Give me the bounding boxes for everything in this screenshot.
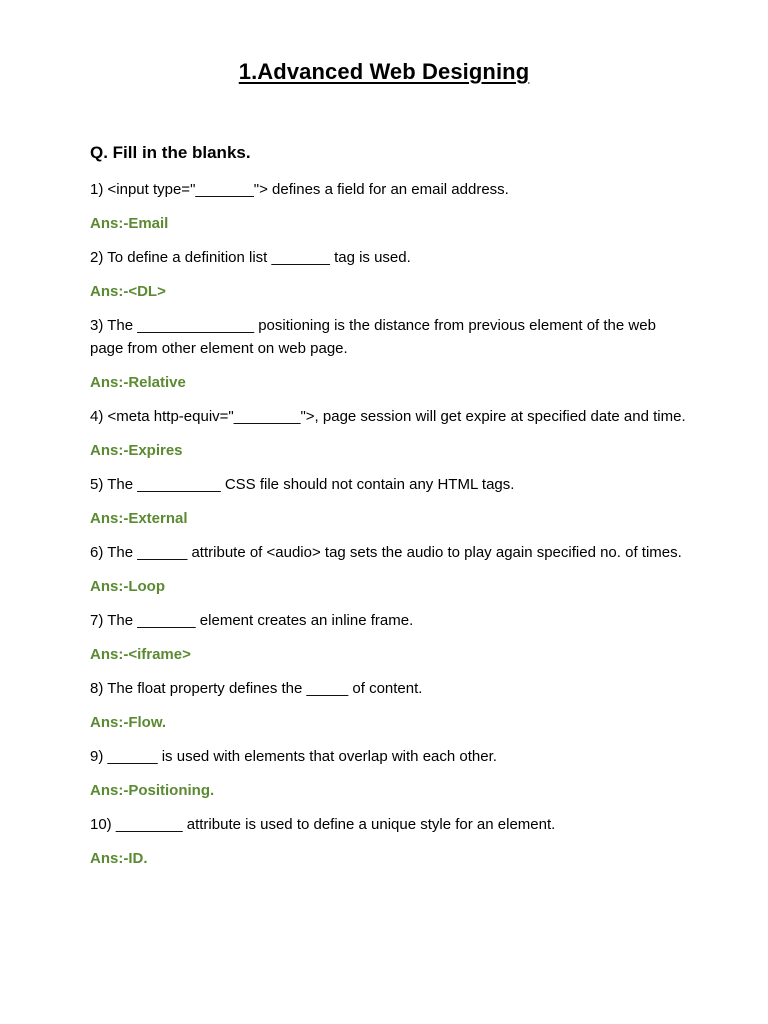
answer-text: Ans:-Flow. bbox=[90, 714, 167, 731]
section-heading: Q. Fill in the blanks. bbox=[90, 143, 251, 162]
question-text: 6) The ______ attribute of <audio> tag sets the audio to play again specified no. of times. bbox=[90, 544, 682, 561]
question-text: 5) The __________ CSS file should not contain any HTML tags. bbox=[90, 476, 515, 493]
question-item bbox=[90, 541, 690, 598]
question-text: 7) The _______ element creates an inline frame. bbox=[90, 612, 414, 629]
answer-text: Ans:-Relative bbox=[90, 374, 186, 391]
question-item bbox=[90, 609, 690, 666]
answer-text: Ans:-Email bbox=[90, 215, 169, 232]
question-text: 4) <meta http-equiv="________">, page session will get expire at specified date and time. bbox=[90, 408, 686, 425]
question-item bbox=[90, 178, 690, 235]
answer-text: Ans:-Loop bbox=[90, 578, 165, 595]
answer-text: Ans:-<iframe> bbox=[90, 646, 191, 663]
question-list bbox=[90, 178, 690, 881]
question-text: 1) <input type="_______"> defines a field for an email address. bbox=[90, 181, 509, 198]
answer-text: Ans:-External bbox=[90, 510, 188, 527]
answer-text: Ans:-Positioning. bbox=[90, 782, 215, 799]
question-item bbox=[90, 405, 690, 462]
question-text: 10) ________ attribute is used to define a unique style for an element. bbox=[90, 816, 556, 833]
question-item bbox=[90, 246, 690, 303]
question-text: 9) ______ is used with elements that overlap with each other. bbox=[90, 748, 497, 765]
question-text: 2) To define a definition list _______ tag is used. bbox=[90, 249, 411, 266]
answer-text: Ans:-ID. bbox=[90, 850, 148, 867]
question-text: 8) The float property defines the _____ of content. bbox=[90, 680, 423, 697]
question-item bbox=[90, 813, 690, 870]
question-item bbox=[90, 677, 690, 734]
page-title: 1.Advanced Web Designing bbox=[238, 59, 530, 84]
question-item bbox=[90, 473, 690, 530]
question-item bbox=[90, 745, 690, 802]
question-text: 3) The ______________ positioning is the distance from previous element of the web page from other element on web page. bbox=[90, 317, 656, 357]
answer-text: Ans:-Expires bbox=[90, 442, 183, 459]
answer-text: Ans:-<DL> bbox=[90, 283, 166, 300]
question-item bbox=[90, 314, 690, 394]
